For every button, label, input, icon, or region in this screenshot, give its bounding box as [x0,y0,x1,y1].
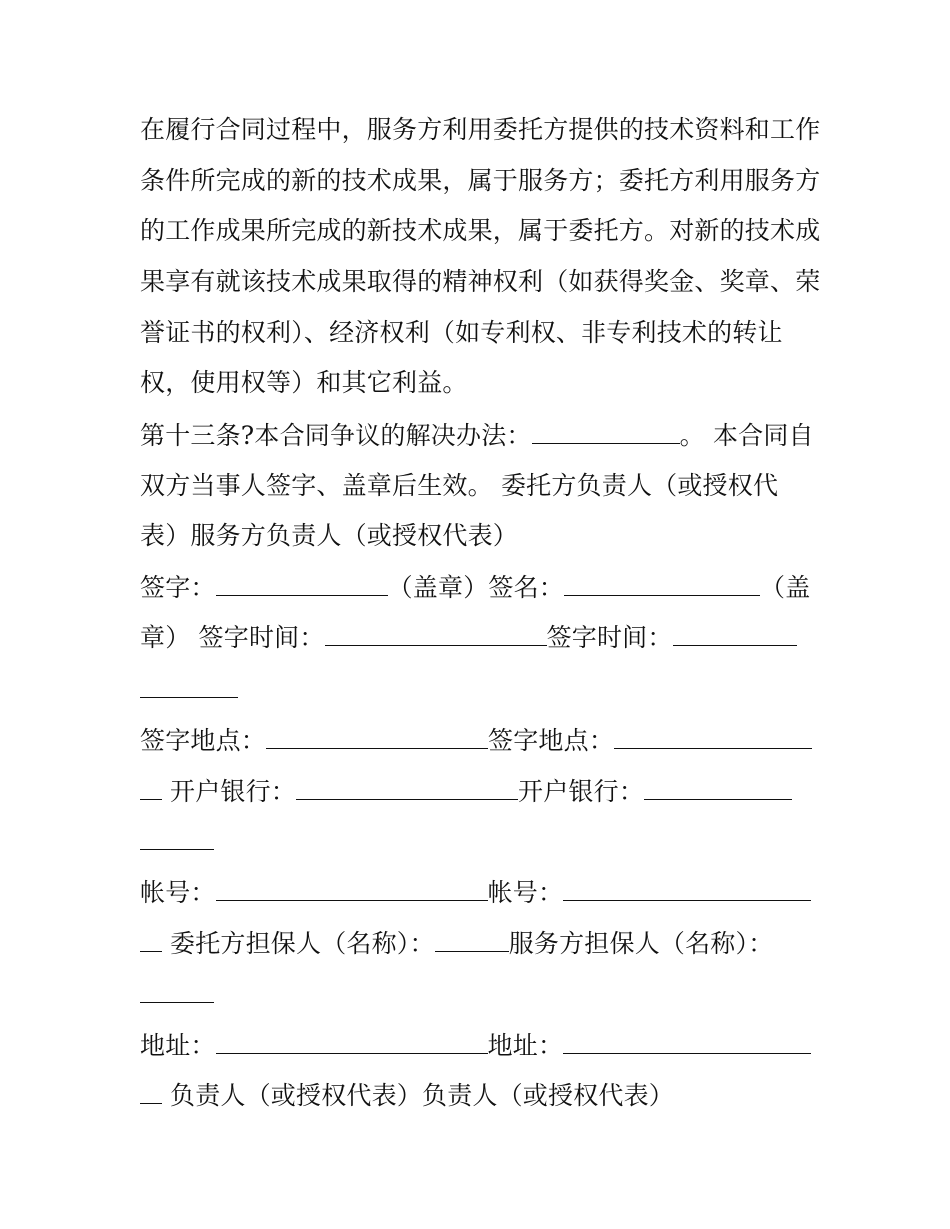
account-label-2: 帐号： [487,878,564,907]
article-13-line-3: 表）服务方负责人（或授权代表） [140,521,519,550]
sign-place-line [140,724,812,758]
sign-place-blank-2[interactable] [614,726,812,749]
paragraph-line: 的工作成果所完成的新技术成果，属于委托方。对新的技术成 [140,216,821,245]
paragraph-line: 在履行合同过程中，服务方利用委托方提供的技术资料和工作 [140,115,821,144]
seal-sign-name-label: （盖章）签名： [387,573,565,602]
sign-place-label-1: 签字地点： [140,726,267,755]
paragraph-line: 权，使用权等）和其它利益。 [140,368,468,397]
paragraph-line: 誉证书的权利）、经济权利（如专利权、非专利技术的转让 [140,318,783,347]
seal-end-sign-time-label: 章） 签字时间： [140,623,325,652]
seal-label-start: （盖 [760,573,811,602]
sign-time-label-2: 签字时间： [546,623,673,652]
guarantor-line [140,927,773,961]
paragraph-line: 条件所完成的新的技术成果，属于服务方；委托方利用服务方 [140,166,821,195]
guarantor-label-2: 服务方担保人（名称）： [508,929,774,958]
account-blank-2[interactable] [563,878,811,901]
responsible-line [140,1079,674,1113]
article-13-line-2: 双方当事人签字、盖章后生效。 委托方负责人（或授权代 [140,471,779,500]
responsible-label: 负责人（或授权代表）负责人（或授权代表） [170,1081,675,1110]
address-blank-1[interactable] [216,1031,488,1054]
sign-time-blank-1[interactable] [325,623,547,646]
bank-blank-1[interactable] [296,777,518,800]
signature-line [140,571,810,605]
address-line [140,1029,811,1063]
guarantor-blank-1[interactable] [435,929,509,952]
account-blank-1[interactable] [216,878,488,901]
address-blank-2[interactable] [563,1031,811,1054]
address-label-1: 地址： [140,1031,216,1060]
article-13-effective-text: 。 本合同自 [679,421,814,450]
bank-label-1: 开户银行： [170,777,297,806]
account-line [140,876,811,910]
sign-place-label-2: 签字地点： [488,726,615,755]
bank-blank-cont-line [140,825,214,859]
sign-blank-1[interactable] [216,573,388,596]
article-13-line [140,419,814,453]
address-label-2: 地址： [487,1031,564,1060]
sign-time-blank-2-cont[interactable] [140,675,238,698]
sign-name-blank[interactable] [564,573,760,596]
bank-label-2: 开户银行： [518,777,645,806]
article-13-label: 第十三条?本合同争议的解决办法： [140,421,532,450]
bank-blank-2[interactable] [644,777,792,800]
account-blank-2-cont[interactable] [140,929,162,952]
guarantor-blank-cont-line [140,978,214,1012]
paragraph-line: 果享有就该技术成果取得的精神权利（如获得奖金、奖章、荣 [140,267,821,296]
sign-place-blank-2-cont[interactable] [140,777,162,800]
guarantor-label-1: 委托方担保人（名称）： [170,929,435,958]
bank-blank-2-cont[interactable] [140,827,214,850]
sign-place-blank-1[interactable] [266,726,488,749]
sign-time-blank-2[interactable] [673,623,797,646]
sign-time-blank-cont-line [140,673,238,707]
dispute-resolution-blank[interactable] [532,421,680,444]
bank-line [140,775,792,809]
address-blank-2-cont[interactable] [140,1081,162,1104]
account-label-1: 帐号： [140,878,216,907]
sign-time-line [140,621,797,655]
sign-label: 签字： [140,573,216,602]
guarantor-blank-2[interactable] [140,980,214,1003]
